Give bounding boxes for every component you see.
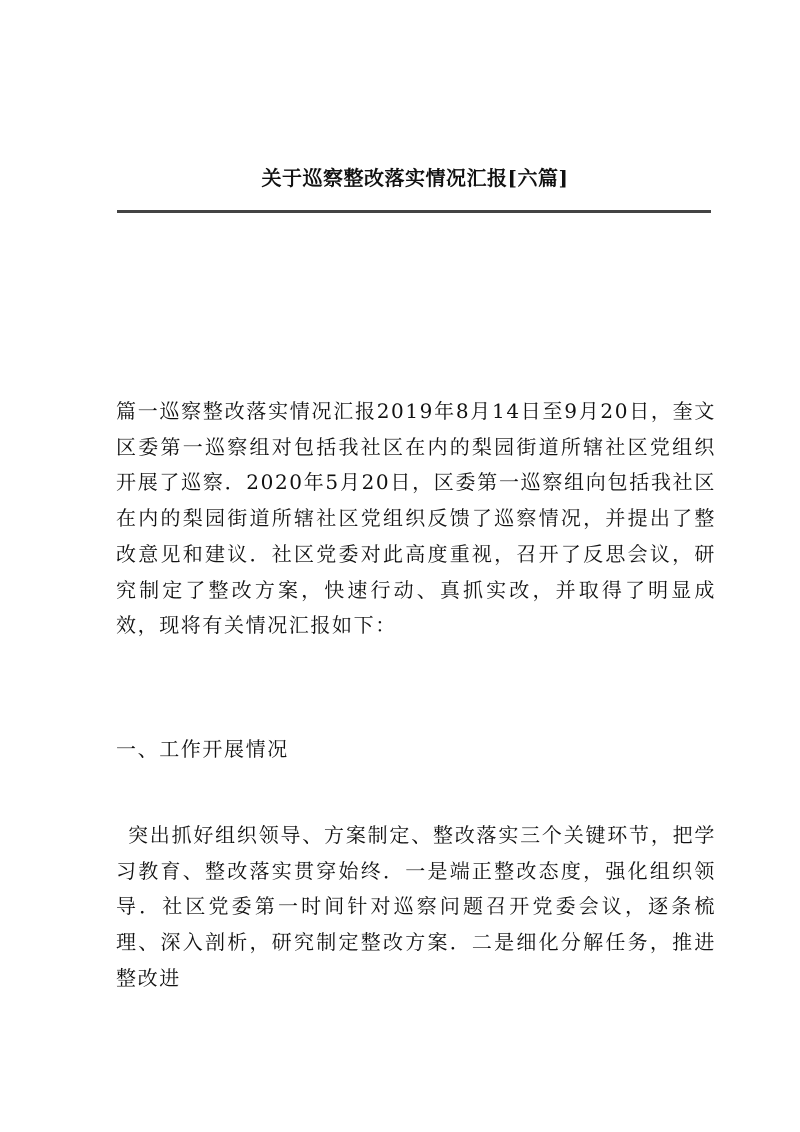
title-divider [117,210,711,213]
document-title: 关于巡察整改落实情况汇报[六篇] [261,166,569,190]
intro-paragraph: 篇一巡察整改落实情况汇报2019年8月14日至9月20日，奎文区委第一巡察组对包括我社区在内的梨园街道所辖社区党组织开展了巡察．2020年5月20日，区委第一巡察组向包括我社区在内的梨园街道所辖社区党组织反馈了巡察情况，并提出了整改意见和建议．社区党委对此高度重视，召开了反思会议，研究制定了整改方案，快速行动、真抓实改，并取得了明显成效，现将有关情况汇报如下： [116,399,716,638]
body-paragraph: 突出抓好组织领导、方案制定、整改落实三个关键环节，把学习教育、整改落实贯穿始终．一是端正整改态度，强化组织领导．社区党委第一时间针对巡察问题召开党委会议，逐条梳理、深入剖析，研究制定整改方案．二是细化分解任务，推进整改进 [116,823,716,990]
section-heading: 一、工作开展情况 [116,737,289,761]
